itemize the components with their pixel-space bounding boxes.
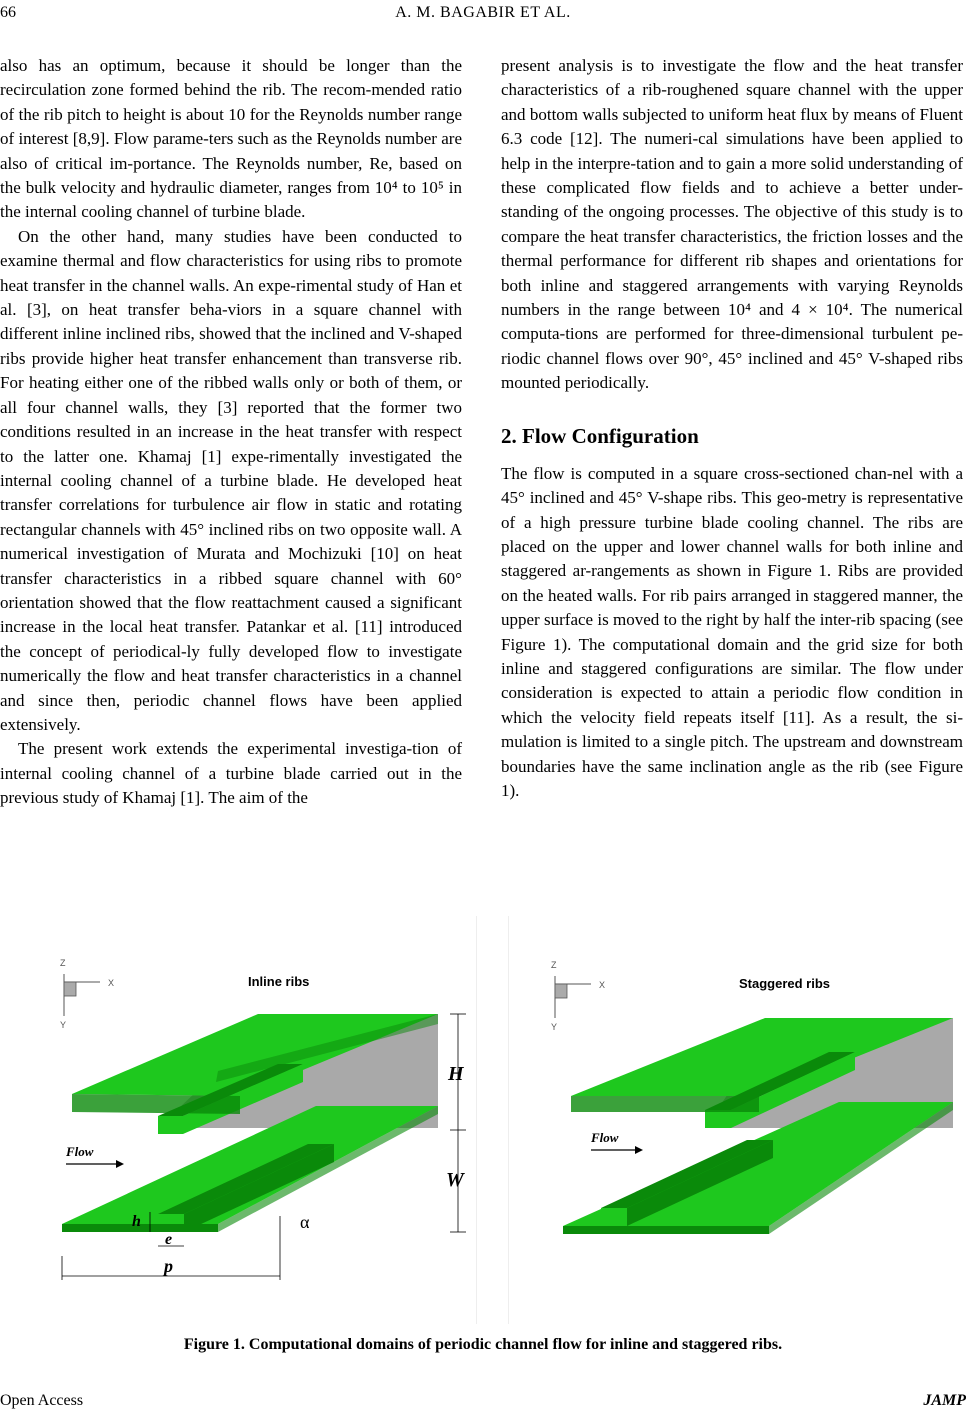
right-column [501, 54, 963, 803]
staggered-title: Staggered ribs [739, 976, 831, 991]
flow-label: Flow [591, 1130, 619, 1145]
page-header [0, 0, 966, 30]
staggered-ribs-panel [508, 916, 966, 1324]
label-h: h [132, 1213, 141, 1230]
label-alpha: α [300, 1212, 310, 1232]
inline-title: Inline ribs [248, 974, 310, 989]
running-title: A. M. BAGABIR ET AL. [395, 4, 571, 21]
axis-box-icon [64, 982, 76, 996]
label-p: p [164, 1256, 173, 1276]
footer-journal: JAMP [923, 1392, 966, 1409]
right-paragraph-1: present analysis is to investigate the flow and the heat transfer characteristics of a rib-roughened square channel with the upper and bottom walls subjected to uniform heat flux by means of Fluent 6.3 code [12]. The numeri-cal simulations have been applied to help in the interpre-tation and to gain a more solid understanding of these complicated flow fields and to achieve a better under-standing of the ongoing processes. The objective of this study is to compare the heat transfer characteristics, the friction losses and the thermal performance for different rib shapes and orientations for both inline and staggered arrangements with varying Reynolds numbers in the range between 10⁴ and 4 × 10⁴. The numerical computa-tions are performed for three-dimensional turbulent pe-riodic channel flows over 90°, 45° inclined and 45° V-shaped ribs mounted periodically. [501, 56, 963, 393]
page-number: 66 [0, 4, 16, 21]
figure-caption: Figure 1. Computational domains of periodic channel flow for inline and staggered ribs. [183, 1336, 783, 1353]
inline-ribs-panel [18, 916, 477, 1324]
staggered-ribs-diagram [509, 916, 966, 1324]
inline-ribs-diagram [18, 916, 476, 1324]
right-paragraph-2: The flow is computed in a square cross-sectioned chan-nel with a 45° inclined and 45° V-shape ribs. This geo-metry is representative of a high pressure turbine blade cooling channel. The ribs are placed on the upper and lower channel walls for both inline and staggered ar-rangements as shown in Figure 1. Ribs are provided on the heated walls. For rib pairs arranged in staggered manner, the upper surface is moved to the right by half the inter-rib spacing (see Figure 1). The computational domain and the grid size for both inline and staggered configurations are similar. The flow under consideration is expected to attain a periodic flow condition in which the velocity field repeats itself [11]. As a result, the si-mulation is limited to a single pitch. The upstream and downstream boundaries have the same inclination angle as the rib (see Figure 1). [501, 463, 963, 800]
axis-x-label: X [599, 980, 606, 990]
label-W: W [446, 1169, 464, 1191]
footer-open-access: Open Access [0, 1392, 84, 1409]
left-paragraph-2: On the other hand, many studies have been conducted to examine thermal and flow characteristics for using ribs to promote heat transfer in the channel walls. An expe-rimental study of Han et al. [3], on heat transfer beha-viors in a square channel with different inline inclined ribs, showed that the inclined and V-shaped ribs provide higher heat transfer enhancement than transverse rib. For heating either one of the ribbed walls only or both of them, or all four channel walls, they [3] reported that the former two conditions resulted in an increase in the heat transfer with respect to the latter one. Khamaj [1] expe-rimentally investigated the internal cooling channel of a turbine blade. He developed heat transfer correlations for turbulence air flow in static and rotating rectangular channels with 45° inclined ribs on two opposite wall. A numerical investigation of Murata and Mochizuki [10] on heat transfer characteristics in a ribbed square channel with 60° orientation showed that the flow reattachment caused a significant increase in the local heat transfer. Patankar et al. [11] introduced the concept of periodical-ly fully developed flow to investigate numerically the flow and heat transfer characteristics in a channel and since then, periodic channel flows have been applied extensively. [0, 226, 462, 734]
left-paragraph-3: The present work extends the experimental investiga-tion of internal cooling channel of a turbine blade carried out in the previous study of Khamaj [1]. The aim of the [0, 739, 462, 808]
label-e: e [165, 1231, 173, 1248]
left-paragraph-1: also has an optimum, because it should be longer than the recirculation zone formed behind the rib. The recom-mended ratio of the rib pitch to height is about 10 for the Reynolds number range of interest [8,9]. Flow parame-ters such as the Reynolds number are also of critical im-portance. The Reynolds number, Re, based on the bulk velocity and hydraulic diameter, ranges from 10⁴ to 10⁵ in the internal cooling channel of turbine blade. [0, 56, 462, 222]
axis-y-label: Y [60, 1020, 67, 1030]
axis-y-label: Y [551, 1022, 558, 1032]
label-H: H [448, 1063, 464, 1085]
axis-z-label: Z [551, 960, 557, 970]
flow-label: Flow [66, 1144, 94, 1159]
axis-x-label: X [108, 978, 115, 988]
axis-box-icon [555, 984, 567, 998]
figure-1 [18, 916, 966, 1324]
section-title: 2. Flow Configuration [501, 423, 699, 448]
axis-z-label: Z [60, 958, 66, 968]
left-column [0, 54, 462, 811]
